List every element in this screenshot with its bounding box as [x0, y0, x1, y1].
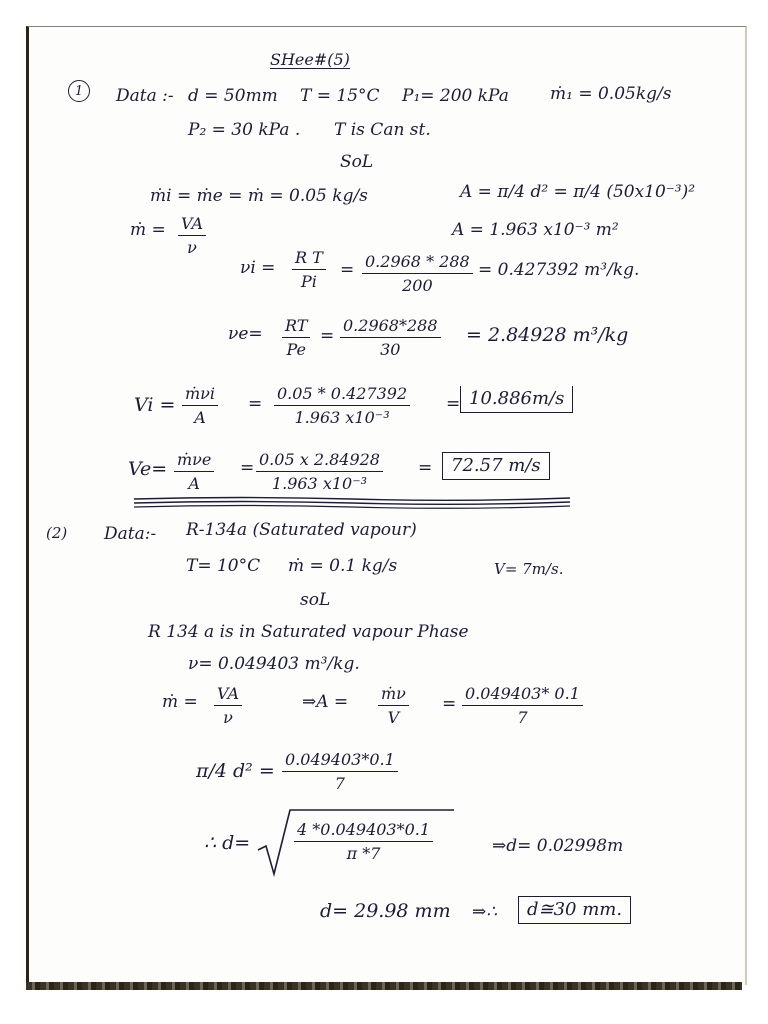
p1-sol-label: SoL: [340, 152, 374, 172]
p2-area-equals: =: [442, 694, 457, 714]
p1-vi-equals: =: [340, 260, 355, 280]
p1-Ve-f2-numerator: 0.05 x 2.84928: [256, 452, 383, 472]
sheet-label: SHee#(5): [270, 50, 350, 69]
p2-area-lhs: π/4 d² =: [196, 760, 275, 782]
p2-data-label: Data:-: [104, 524, 157, 544]
p1-Ve-equals: =: [240, 458, 255, 478]
p1-mdot-numerator: VA: [178, 216, 206, 236]
p1-Vi-lhs: Vi =: [134, 394, 176, 416]
p1-Vi-f2-numerator: 0.05 * 0.427392: [274, 386, 410, 406]
p2-area-arrow: ⇒A =: [302, 692, 349, 712]
p2-d-denominator: π *7: [346, 844, 381, 863]
p2-area-fraction-1: [378, 686, 409, 726]
p1-mass-flow-1: ṁ₁ = 0.05kg/s: [550, 84, 672, 104]
p2-mdot-lhs: ṁ =: [162, 692, 198, 712]
p1-Ve-result-equals: =: [418, 458, 433, 478]
problem-1-number: 1: [68, 80, 90, 102]
section-divider: [132, 494, 572, 510]
p1-pressure-1: P₁= 200 kPa: [402, 86, 509, 106]
p2-mdot-numerator: VA: [214, 686, 242, 706]
p1-Ve-result-box: 72.57 m/s: [442, 452, 550, 480]
p1-diameter: d = 50mm: [188, 86, 278, 106]
p1-vi-result: = 0.427392 m³/kg.: [478, 260, 640, 280]
p1-Ve-fraction-2: [256, 452, 383, 492]
p2-d-result: ⇒d= 0.02998m: [492, 836, 624, 856]
p1-ve-f1-numerator: RT: [282, 318, 310, 338]
p1-Ve-fraction-1: [174, 452, 214, 492]
p2-mdot-denominator: ν: [223, 708, 233, 727]
p1-ve-fraction-2: [340, 318, 441, 358]
p1-vi-fraction-1: [292, 250, 326, 290]
p1-ve-f2-numerator: 0.2968*288: [340, 318, 441, 338]
p1-Vi-fraction-1: [182, 386, 218, 426]
p2-final-arrow: ⇒∴: [472, 902, 498, 922]
p1-ve-lhs: νe=: [228, 324, 263, 344]
p1-temp-constant: T is Can st.: [334, 120, 431, 140]
p1-vi-f1-numerator: R T: [292, 250, 326, 270]
p1-Vi-f1-denominator: A: [194, 408, 206, 427]
p2-specific-volume: ν= 0.049403 m³/kg.: [188, 654, 360, 674]
p1-vi-f2-numerator: 0.2968 * 288: [362, 254, 473, 274]
p1-area-result: A = 1.963 x10⁻³ m²: [452, 220, 619, 240]
p1-pressure-2: P₂ = 30 kPa .: [188, 120, 301, 140]
p1-vi-f1-denominator: Pi: [300, 272, 317, 291]
p2-area-numerator: 0.049403*0.1: [282, 752, 398, 772]
p2-area-f2-denominator: 7: [517, 708, 528, 727]
p2-mass-flow: ṁ = 0.1 kg/s: [288, 556, 398, 576]
p1-mdot-denominator: ν: [187, 238, 197, 257]
p1-Vi-result-box: 10.886m/s: [460, 386, 573, 413]
p2-mdot-fraction: [214, 686, 242, 726]
p2-area-fraction: [282, 752, 398, 792]
problem-2-number: (2): [46, 524, 68, 542]
p2-temperature: T= 10°C: [186, 556, 261, 576]
p2-area-fraction-2: [462, 686, 583, 726]
p1-Vi-f1-numerator: ṁνi: [182, 386, 218, 406]
p2-d-lhs: ∴ d=: [204, 832, 251, 854]
p1-mdot-fraction: [178, 216, 206, 256]
p2-d-mm: d= 29.98 mm: [320, 900, 451, 922]
p1-ve-result: = 2.84928 m³/kg: [466, 324, 629, 346]
p1-Ve-f1-denominator: A: [188, 474, 200, 493]
p1-vi-lhs: νi =: [240, 258, 276, 278]
p2-area-f2-numerator: 0.049403* 0.1: [462, 686, 583, 706]
p2-final-result-box: d≅30 mm.: [518, 896, 631, 924]
paper-bottom-edge: [26, 982, 742, 990]
p1-area-equation: A = π/4 d² = π/4 (50x10⁻³)²: [460, 182, 696, 202]
p2-velocity: V= 7m/s.: [494, 560, 564, 578]
p1-mdot-lhs: ṁ =: [130, 220, 166, 240]
p2-statement: R 134 a is in Saturated vapour Phase: [148, 622, 469, 642]
p1-Vi-fraction-2: [274, 386, 410, 426]
p1-mass-balance: ṁi = ṁe = ṁ = 0.05 kg/s: [150, 186, 368, 206]
p1-vi-f2-denominator: 200: [402, 276, 433, 295]
p1-Ve-f2-denominator: 1.963 x10⁻³: [271, 474, 368, 493]
p1-Ve-lhs: Ve=: [128, 458, 168, 480]
p2-sol-label: soL: [300, 590, 331, 610]
p2-area-f1-numerator: ṁν: [378, 686, 409, 706]
p1-temperature: T = 15°C: [300, 86, 380, 106]
p1-vi-fraction-2: [362, 254, 473, 294]
p2-fluid: R-134a (Saturated vapour): [186, 520, 417, 540]
p1-ve-equals: =: [320, 326, 335, 346]
p1-data-label: Data :-: [116, 86, 174, 106]
p1-Ve-f1-numerator: ṁνe: [174, 452, 214, 472]
p2-area-f1-denominator: V: [387, 708, 400, 727]
p2-area-denominator: 7: [334, 774, 345, 793]
p1-Vi-f2-denominator: 1.963 x10⁻³: [294, 408, 390, 427]
p1-ve-f2-denominator: 30: [380, 340, 401, 359]
p2-d-numerator: 4 *0.049403*0.1: [294, 822, 433, 842]
p1-Vi-equals: =: [248, 394, 263, 414]
p1-ve-fraction-1: [282, 318, 310, 358]
p1-ve-f1-denominator: Pe: [286, 340, 306, 359]
p2-d-fraction: [294, 822, 433, 862]
p1-Vi-result-equals: =: [446, 394, 461, 414]
